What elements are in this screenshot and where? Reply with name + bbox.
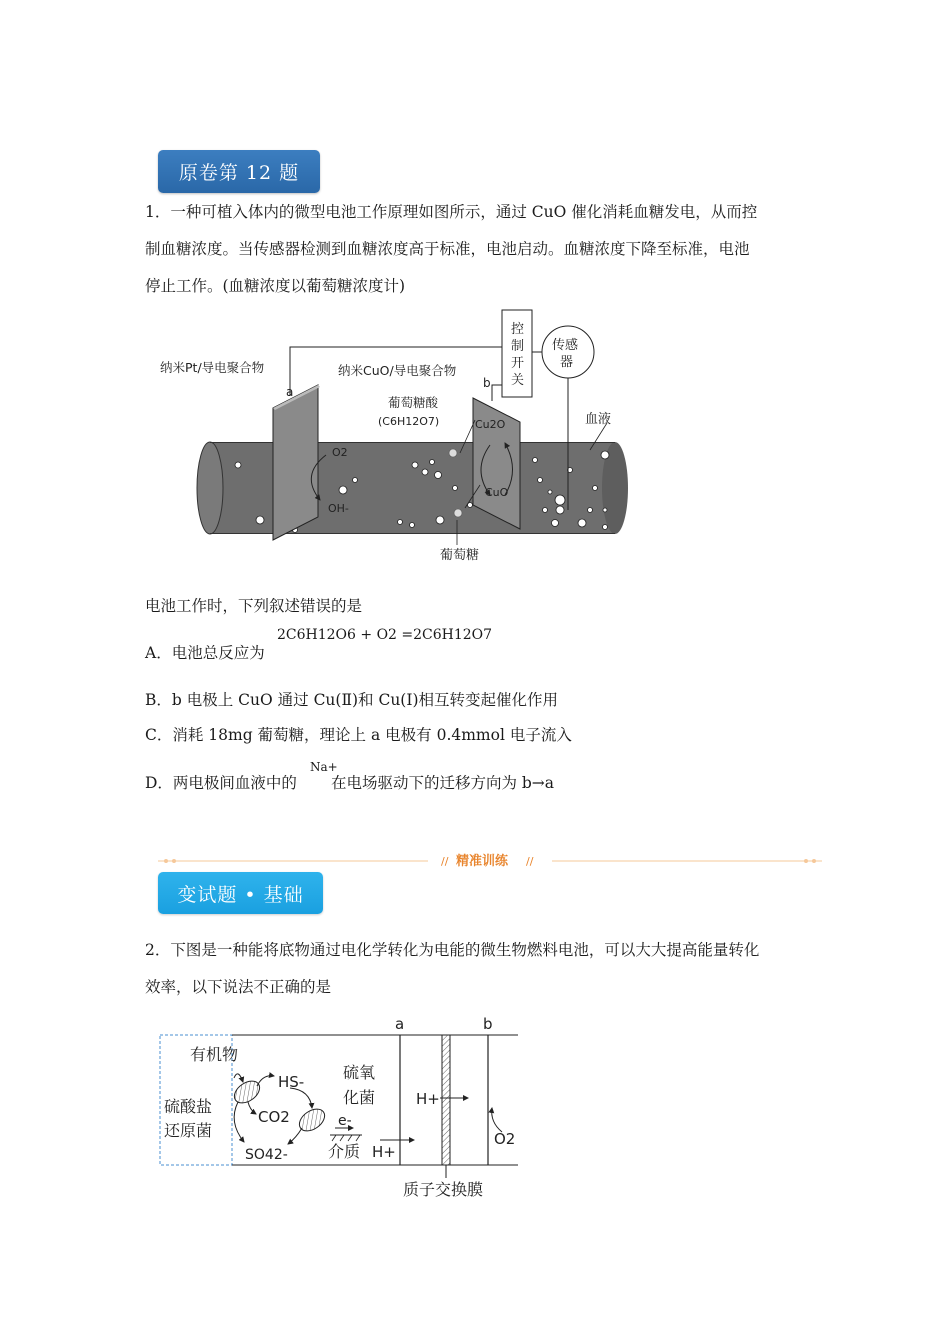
option-a-formula: 2C6H12O6 + O2 =2C6H12O7 (277, 627, 493, 643)
sodium-ion: Na+ (310, 760, 338, 774)
label-gluconic-formula: (C6H12O7) (378, 415, 440, 428)
option-b[interactable]: B．b 电极上 CuO 通过 Cu(Ⅱ)和 Cu(Ⅰ)相互转变起催化作用 (145, 691, 559, 709)
label-membrane: 质子交换膜 (403, 1180, 484, 1199)
q1-line-1: 1．一种可植入体内的微型电池工作原理如图所示，通过 CuO 催化消耗血糖发电，从而控 (145, 203, 758, 221)
q1-line-2: 制血糖浓度。当传感器检测到血糖浓度高于标准，电池启动。血糖浓度下降至标准，电池 (145, 240, 750, 258)
label-h-plus-2: H+ (372, 1143, 396, 1161)
proton-exchange-membrane (442, 1035, 450, 1165)
label-h-plus-1: H+ (416, 1090, 440, 1108)
reducer-bacteria (230, 1077, 263, 1108)
q2-line-1: 2．下图是一种能将底物通过电化学转化为电能的微生物燃料电池，可以大大提高能量转化 (145, 941, 760, 959)
option-a-text: A．电池总反应为 (145, 644, 265, 662)
label-a2: a (395, 1015, 405, 1033)
label-glucose: 葡萄糖 (440, 548, 480, 563)
label-co2: CO2 (258, 1108, 290, 1126)
switch-char-1: 控 (511, 322, 525, 337)
q1-line-3: 停止工作。(血糖浓度以葡萄糖浓度计) (145, 277, 406, 295)
original-question-label: 原卷第 12 题 (178, 162, 300, 184)
divider-label: 精准训练 (456, 854, 509, 869)
label-o2: O2 (332, 446, 348, 459)
label-cu2o: Cu2O (475, 418, 506, 431)
option-c[interactable]: C．消耗 18mg 葡萄糖，理论上 a 电极有 0.4mmol 电子流入 (145, 726, 572, 744)
section-divider (158, 852, 822, 870)
electrode-a (273, 385, 318, 540)
switch-char-2: 制 (511, 339, 525, 354)
label-so4: SO42- (245, 1147, 288, 1163)
variant-question-badge (158, 872, 323, 914)
label-organic: 有机物 (190, 1045, 239, 1064)
label-reducer-2: 还原菌 (164, 1121, 213, 1140)
option-d-suffix: 在电场驱动下的迁移方向为 b→a (330, 774, 555, 792)
svg-text://: // (441, 855, 449, 868)
sensor-label-1: 传感 (552, 338, 579, 353)
label-reducer-1: 硫酸盐 (164, 1097, 213, 1116)
switch-char-3: 开 (511, 356, 525, 371)
label-gluconic-acid: 葡萄糖酸 (388, 395, 439, 410)
variant-question-label: 变试题 • 基础 (177, 883, 304, 906)
label-hs: HS- (278, 1073, 305, 1091)
label-pt-electrode: 纳米Pt/导电聚合物 (160, 360, 265, 375)
option-d[interactable] (145, 772, 554, 794)
label-cuo-electrode: 纳米CuO/导电聚合物 (338, 363, 457, 378)
original-question-badge (158, 150, 320, 193)
label-electron: e- (338, 1113, 352, 1129)
battery-diagram (150, 305, 650, 570)
q2-stem-paragraph (145, 932, 810, 1006)
svg-text://: // (526, 855, 534, 868)
label-blood: 血液 (585, 412, 612, 427)
label-a: a (286, 385, 294, 399)
label-oh: OH- (328, 502, 349, 515)
label-o2-2: O2 (494, 1130, 516, 1148)
option-d-prefix: D．两电极间血液中的 (145, 774, 297, 792)
fuel-cell-diagram (150, 1010, 530, 1205)
label-oxidizer-2: 化菌 (343, 1088, 376, 1107)
label-b: b (483, 376, 491, 390)
label-b2: b (483, 1015, 493, 1033)
switch-char-4: 关 (511, 373, 525, 388)
q1-question: 电池工作时，下列叙述错误的是 (145, 597, 363, 615)
label-medium: 介质 (328, 1142, 361, 1161)
pipe-left-end (197, 442, 223, 534)
label-oxidizer-1: 硫氧 (343, 1063, 376, 1082)
label-cuo: CuO (485, 486, 509, 499)
option-a[interactable] (145, 642, 265, 664)
q1-stem-paragraph (145, 194, 810, 305)
sensor-label-2: 器 (560, 355, 574, 370)
q2-line-2: 效率，以下说法不正确的是 (145, 978, 332, 996)
